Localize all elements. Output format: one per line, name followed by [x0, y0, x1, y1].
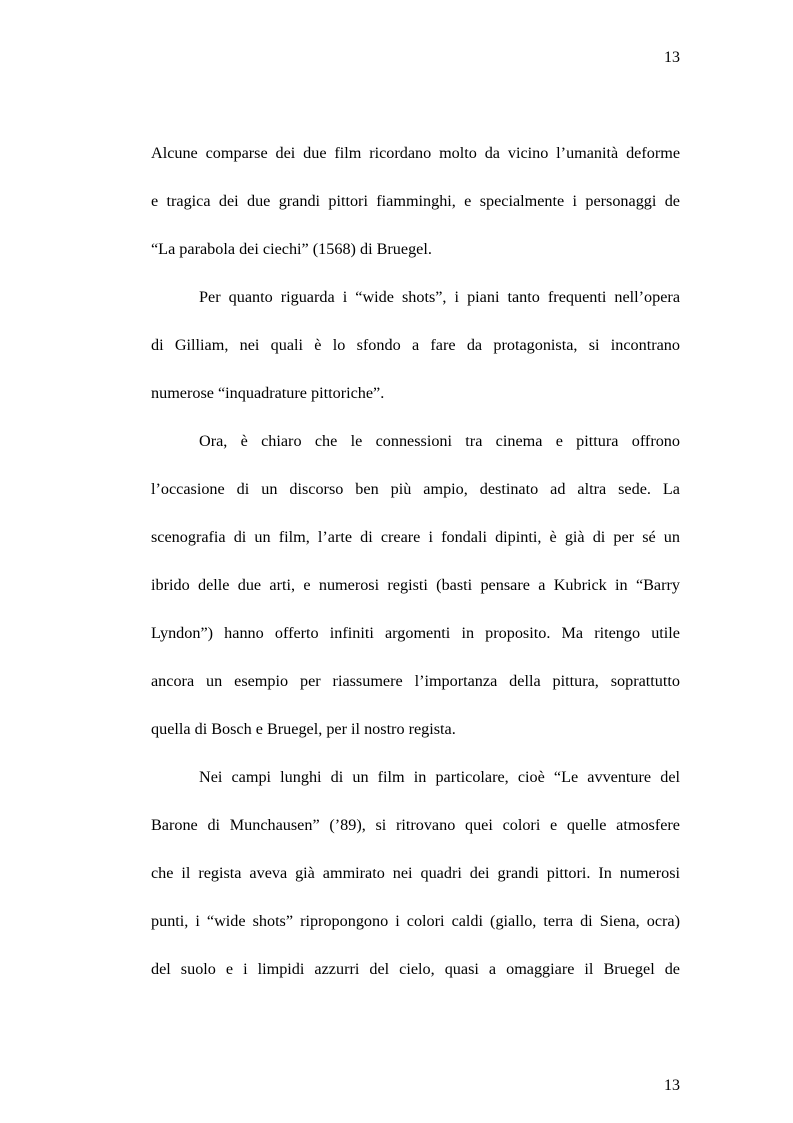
text-line: punti, i “wide shots” ripropongono i colori caldi (giallo, terra di Siena, ocra): [151, 912, 680, 930]
text-line: e tragica dei due grandi pittori fiamminghi, e specialmente i personaggi de: [151, 192, 680, 210]
text-line: ibrido delle due arti, e numerosi registi (basti pensare a Kubrick in “Barry: [151, 576, 680, 594]
text-line: Barone di Munchausen” (’89), si ritrovano quei colori e quelle atmosfere: [151, 816, 680, 834]
text-line: che il regista aveva già ammirato nei quadri dei grandi pittori. In numerosi: [151, 864, 680, 882]
text-line: ancora un esempio per riassumere l’importanza della pittura, soprattutto: [151, 672, 680, 690]
text-line: del suolo e i limpidi azzurri del cielo, quasi a omaggiare il Bruegel de: [151, 960, 680, 978]
text-line: Ora, è chiaro che le connessioni tra cinema e pittura offrono: [199, 432, 680, 450]
page-number-top: 13: [664, 49, 680, 66]
text-line: “La parabola dei ciechi” (1568) di Bruegel.: [151, 240, 432, 258]
text-line: Nei campi lunghi di un film in particolare, cioè “Le avventure del: [199, 768, 680, 786]
text-line: Per quanto riguarda i “wide shots”, i piani tanto frequenti nell’opera: [199, 288, 680, 306]
text-line: Alcune comparse dei due film ricordano molto da vicino l’umanità deforme: [151, 144, 680, 162]
text-line: numerose “inquadrature pittoriche”.: [151, 384, 385, 402]
text-line: di Gilliam, nei quali è lo sfondo a fare da protagonista, si incontrano: [151, 336, 680, 354]
text-line: quella di Bosch e Bruegel, per il nostro regista.: [151, 720, 456, 738]
text-line: Lyndon”) hanno offerto infiniti argomenti in proposito. Ma ritengo utile: [151, 624, 680, 642]
text-line: scenografia di un film, l’arte di creare i fondali dipinti, è già di per sé un: [151, 528, 680, 546]
text-line: l’occasione di un discorso ben più ampio, destinato ad altra sede. La: [151, 480, 680, 498]
page-number-bottom: 13: [664, 1077, 680, 1094]
